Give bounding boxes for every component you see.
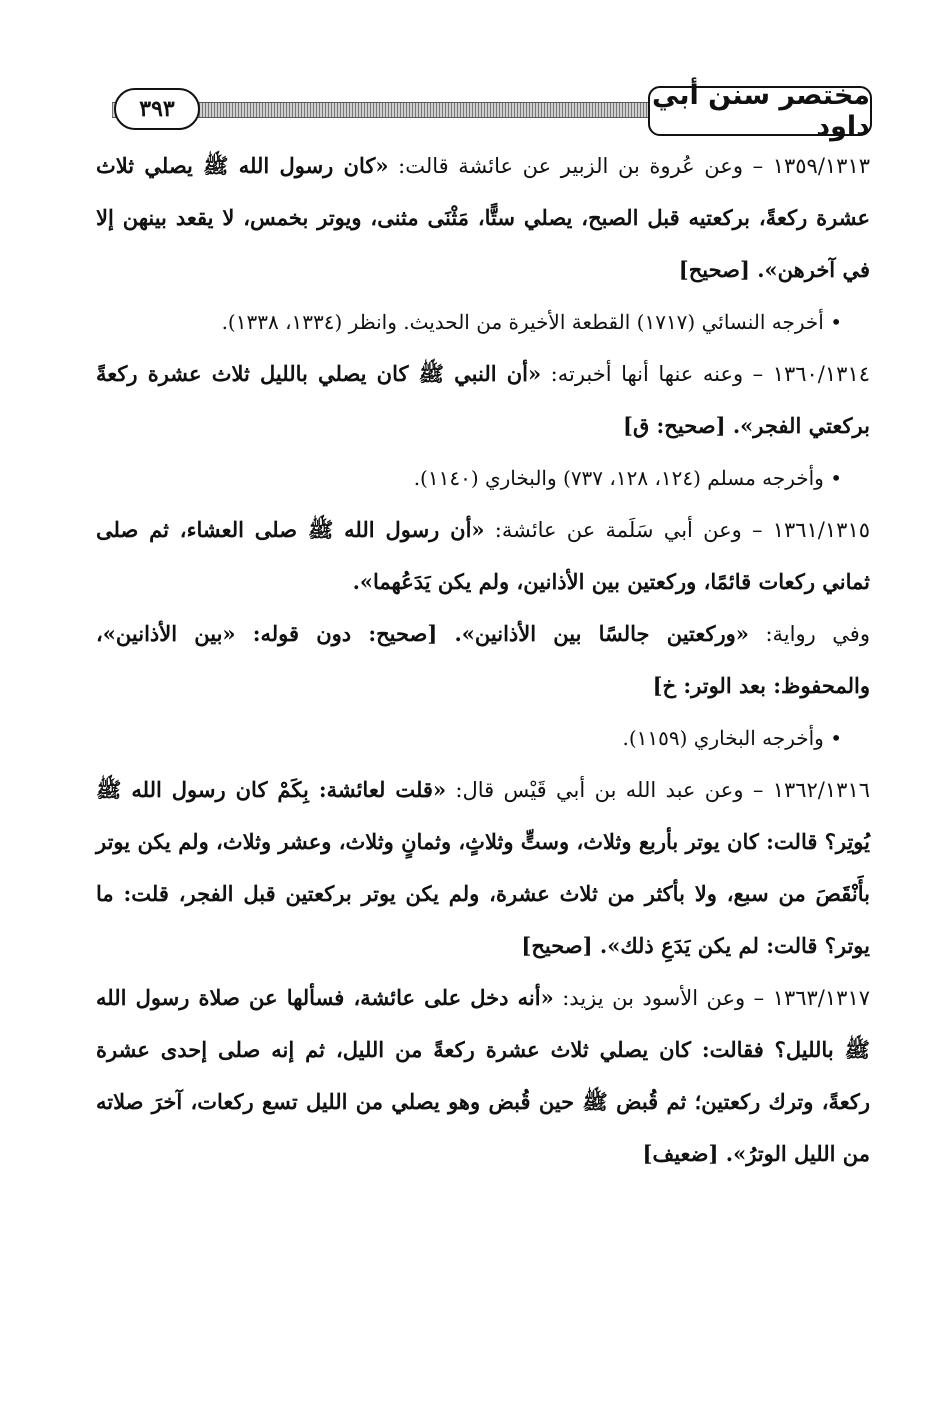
page-content — [96, 140, 870, 1180]
page-number: ٣٩٣ — [114, 88, 200, 130]
hadith-text: «قلت لعائشة: بِكَمْ كان رسول الله ﷺ يُوتِر؟ قالت: كان يوتر بأربع وثلاث، وستٍّ وثلاثٍ، وثمانٍ وثلاث، وعشر وثلاث، ولم يكن يوتر بأَنْقَصَ من سبع، ولا بأكثر من ثلاث عشرة، ولم يكن يوتر بركعتين قبل الفجر، قلت: ما يوتر؟ قالت: لم يكن يَدَعِ ذلك» — [96, 777, 870, 958]
hadith-number: ١٣٦١/١٣١٥ — [772, 518, 870, 542]
hadith-grade: . [صحيح] — [678, 257, 765, 282]
hadith-text: «كان رسول الله ﷺ يصلي ثلاث عشرة ركعةً، بركعتيه قبل الصبح، يصلي ستًّا، مَثْنَى مثنى، ويوتر بخمس، لا يقعد بينهن إلا في آخرهن» — [96, 153, 870, 282]
hadith-text: «أن النبي ﷺ كان يصلي بالليل ثلاث عشرة ركعةً بركعتي الفجر» — [96, 361, 870, 438]
hadith-number: ١٣٦٠/١٣١٤ — [772, 362, 870, 386]
hadith-entry — [96, 504, 870, 608]
hadith-note: • وأخرجه مسلم (١٢٤، ١٢٨، ٧٣٧) والبخاري (١١٤٠). — [413, 466, 842, 490]
variant-grade: . [صحيح: دون قوله: «بين الأذانين»، والمحفوظ: بعد الوتر: خ] — [96, 621, 870, 698]
hadith-intro: – وعن الأسود بن يزيد: — [553, 986, 773, 1010]
hadith-entry — [96, 764, 870, 972]
page-header — [100, 80, 872, 142]
hadith-note: • أخرجه النسائي (١٧١٧) القطعة الأخيرة من الحديث. وانظر (١٣٣٤، ١٣٣٨). — [221, 310, 842, 334]
hadith-intro: – وعن عُروة بن الزبير عن عائشة قالت: — [388, 154, 773, 178]
hadith-intro: – وعنه عنها أنها أخبرته: — [541, 362, 773, 386]
hadith-number: ١٣٦٢/١٣١٦ — [772, 778, 870, 802]
hadith-entry — [96, 348, 870, 452]
hadith-number: ١٣٦٣/١٣١٧ — [772, 986, 870, 1010]
hadith-intro: – وعن أبي سَلَمة عن عائشة: — [484, 518, 773, 542]
hadith-entry — [96, 972, 870, 1180]
variant-lead: وفي رواية: — [748, 622, 870, 646]
hadith-number: ١٣٥٩/١٣١٣ — [772, 154, 871, 178]
hadith-entry — [96, 140, 870, 296]
hadith-note: • وأخرجه البخاري (١١٥٩). — [622, 726, 842, 750]
hadith-grade: . [ضعيف] — [642, 1141, 734, 1166]
hadith-intro: – وعن عبد الله بن أبي قَيْس قال: — [446, 778, 773, 802]
hadith-grade: . [صحيح: ق] — [623, 413, 741, 438]
hadith-text: «أنه دخل على عائشة، فسألها عن صلاة رسول الله ﷺ بالليل؟ فقالت: كان يصلي ثلاث عشرة ركعةً من الليل، ثم إنه صلى إحدى عشرة ركعةً، وترك ركعتين؛ ثم قُبض ﷺ حين قُبض وهو يصلي من الليل تسع ركعات، آخرَ صلاته من الليل الوترُ» — [96, 985, 870, 1166]
book-title: مختصر سنن أبي داود — [648, 86, 872, 136]
variant-text: «وركعتين جالسًا بين الأذانين» — [461, 621, 749, 646]
hadith-variant — [96, 608, 870, 712]
hadith-text: «أن رسول الله ﷺ صلى العشاء، ثم صلى ثماني ركعات قائمًا، وركعتين بين الأذانين، ولم يكن يَدَعُهما» — [96, 517, 870, 594]
hadith-grade: . [صحيح] — [521, 933, 608, 958]
hadith-grade: . — [352, 569, 360, 594]
